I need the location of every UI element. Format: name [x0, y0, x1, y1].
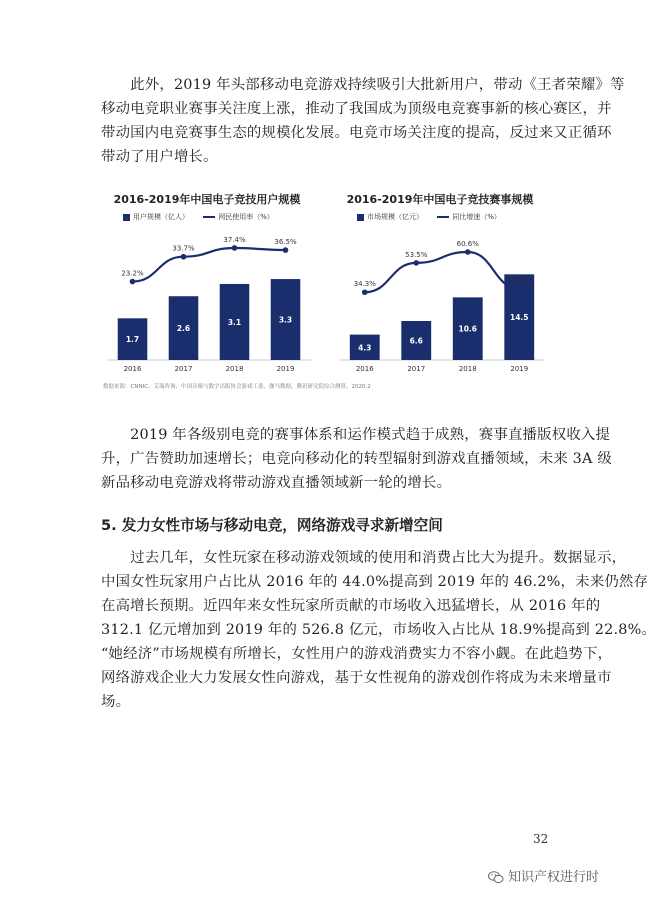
chart-title: 2016-2019年中国电子竞技用户规模	[113, 193, 301, 206]
x-tick-label: 2019	[510, 365, 529, 373]
text-line: 新品移动电竞游戏将带动游戏直播领域新一轮的增长。	[101, 475, 452, 491]
charts-figure	[95, 185, 553, 400]
text-line: 升，广告赞助加速增长；电竞向移动化的转型辐射到游戏直播领域，未来 3A 级	[101, 451, 612, 467]
legend-label: 市场规模（亿元）	[367, 213, 423, 221]
bar-value-label: 1.7	[125, 335, 140, 345]
line-value-label: 23.2%	[121, 269, 144, 278]
paragraph-esports-attention	[101, 73, 625, 169]
chart-esports-events	[327, 185, 553, 380]
text-line: 中国女性玩家用户占比从 2016 年的 44.0%提高到 2019 年的 46.2%，未来仍然存	[101, 574, 649, 590]
chart-plot-area	[95, 185, 319, 380]
text-line: 312.1 亿元增加到 2019 年的 526.8 亿元，市场收入占比从 18.9%提高到 22.8%。	[101, 622, 656, 638]
chart-plot-area	[327, 185, 553, 380]
x-tick-label: 2017	[174, 365, 193, 373]
line-value-label: 33.7%	[172, 244, 195, 253]
text-line: “她经济”市场规模有所增长，女性用户的游戏消费实力不容小觑。在此趋势下，	[101, 646, 613, 662]
series-line	[365, 252, 520, 292]
bar-value-label: 4.3	[358, 343, 372, 353]
line-point	[413, 260, 419, 266]
legend-label: 用户规模（亿人）	[133, 213, 189, 221]
line-point	[130, 279, 136, 285]
text-line: 带动了用户增长。	[101, 149, 218, 165]
line-point	[181, 254, 187, 260]
paragraph-female-players	[101, 546, 656, 714]
paragraph-esports-maturity	[101, 423, 612, 495]
wechat-icon	[488, 871, 504, 884]
watermark-text: 知识产权进行时	[508, 870, 600, 885]
line-value-label: 36.5%	[274, 238, 297, 247]
bar-value-label: 3.1	[227, 317, 242, 327]
text-line: 移动电竞职业赛事关注度上涨，推动了我国成为顶级电竞赛事新的核心赛区，并	[101, 101, 612, 117]
line-value-label: 37.4%	[223, 235, 246, 244]
text-line: 2019 年各级别电竞的赛事体系和运作模式趋于成熟，赛事直播版权收入提	[101, 427, 611, 443]
line-value-label: 53.5%	[405, 250, 428, 259]
legend-label: 网民使用率（%）	[218, 213, 274, 221]
line-point	[362, 289, 368, 295]
x-tick-label: 2018	[458, 365, 477, 373]
section-heading: 5. 发力女性市场与移动电竞，网络游戏寻求新增空间	[101, 517, 443, 534]
text-line: 带动国内电竞赛事生态的规模化发展。电竞市场关注度的提高，反过来又正循环	[101, 125, 612, 141]
text-line: 在高增长预期。近四年来女性玩家所贡献的市场收入迅猛增长，从 2016 年的	[101, 598, 601, 614]
bar-value-label: 6.6	[409, 336, 423, 346]
text-line: 过去几年，女性玩家在移动游戏领域的使用和消费占比大为提升。数据显示，	[101, 550, 627, 566]
line-point	[516, 286, 522, 292]
x-tick-label: 2016	[355, 365, 374, 373]
watermark	[488, 866, 599, 885]
legend-label: 同比增速（%）	[452, 213, 501, 221]
bar-value-label: 10.6	[458, 324, 478, 334]
line-value-label: 60.6%	[456, 240, 479, 249]
x-tick-label: 2017	[407, 365, 426, 373]
x-tick-label: 2016	[123, 365, 142, 373]
series-line	[133, 248, 286, 282]
chart-esports-users	[95, 185, 319, 380]
bar-value-label: 14.5	[509, 313, 529, 323]
line-value-label: 36.8%	[508, 276, 531, 285]
page-number: 32	[533, 832, 549, 846]
x-tick-label: 2018	[225, 365, 244, 373]
text-line: 网络游戏企业大力发展女性向游戏，基于女性视角的游戏创作将成为未来增量市	[101, 670, 612, 686]
line-point	[283, 247, 289, 253]
text-line: 此外，2019 年头部移动电竞游戏持续吸引大批新用户，带动《王者荣耀》等	[101, 77, 625, 93]
line-point	[465, 249, 471, 255]
chart-title: 2016-2019年中国电子竞技赛事规模	[346, 193, 534, 206]
line-point	[232, 245, 238, 251]
line-value-label: 34.3%	[353, 280, 376, 289]
chart-source-note: 数据来源：CNNIC、艾瑞咨询、中国音像与数字出版协会游戏工委、伽马数据、腾讯研究院综合测算，2020.2	[103, 384, 371, 390]
bar-value-label: 3.3	[278, 315, 293, 325]
x-tick-label: 2019	[276, 365, 295, 373]
bar-value-label: 2.6	[176, 324, 191, 334]
text-line: 场。	[101, 694, 131, 710]
